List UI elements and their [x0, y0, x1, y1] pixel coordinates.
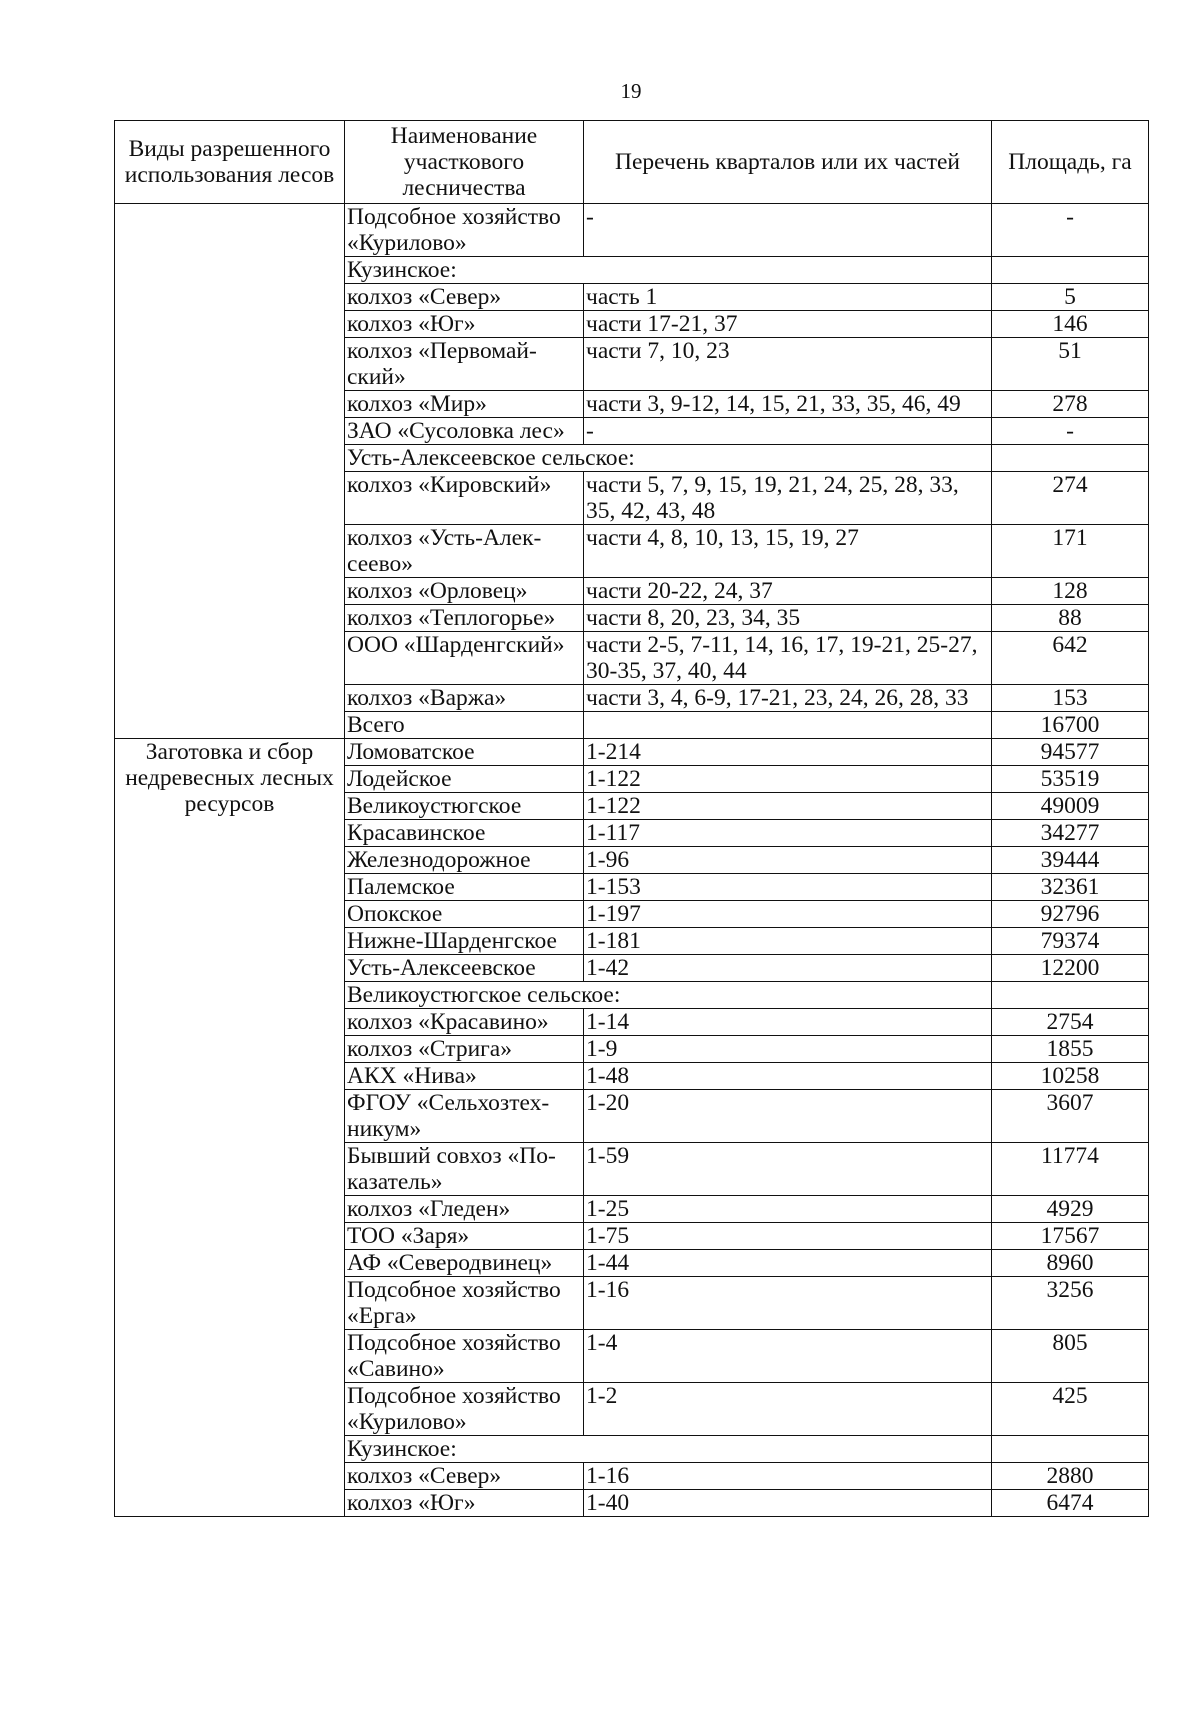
- blocks-cell: 1-181: [584, 928, 992, 955]
- area-cell: 3256: [992, 1277, 1149, 1330]
- forestry-name-cell: колхоз «Варжа»: [345, 685, 584, 712]
- area-cell: 32361: [992, 874, 1149, 901]
- forestry-name-cell: Всего: [345, 712, 584, 739]
- forestry-name-cell: Железнодорожное: [345, 847, 584, 874]
- blocks-cell: 1-96: [584, 847, 992, 874]
- area-cell: 12200: [992, 955, 1149, 982]
- area-cell: 6474: [992, 1490, 1149, 1517]
- forestry-name-cell: АФ «Северодвинец»: [345, 1250, 584, 1277]
- forestry-name-cell: колхоз «Красавино»: [345, 1009, 584, 1036]
- area-cell: 805: [992, 1330, 1149, 1383]
- blocks-cell: 1-117: [584, 820, 992, 847]
- forestry-name-cell: колхоз «Север»: [345, 1463, 584, 1490]
- area-cell: 8960: [992, 1250, 1149, 1277]
- area-cell: -: [992, 204, 1149, 257]
- area-cell: 274: [992, 472, 1149, 525]
- blocks-cell: части 3, 9-12, 14, 15, 21, 33, 35, 46, 49: [584, 391, 992, 418]
- page-number: 19: [620, 79, 642, 103]
- blocks-cell: 1-214: [584, 739, 992, 766]
- forestry-name-cell: Ломоватское: [345, 739, 584, 766]
- forestry-name-cell: Опокское: [345, 901, 584, 928]
- forestry-name-cell: Красавинское: [345, 820, 584, 847]
- area-cell: 49009: [992, 793, 1149, 820]
- blocks-cell: 1-25: [584, 1196, 992, 1223]
- table-header-row: [115, 121, 1149, 204]
- blocks-cell: -: [584, 204, 992, 257]
- forestry-name-cell: Подсобное хозяйство «Савино»: [345, 1330, 584, 1383]
- forestry-name-cell: колхоз «Теплогорье»: [345, 605, 584, 632]
- header-type: Виды разрешенного использования лесов: [115, 121, 345, 204]
- blocks-cell: 1-122: [584, 766, 992, 793]
- blocks-cell: части 4, 8, 10, 13, 15, 19, 27: [584, 525, 992, 578]
- forestry-name-cell: колхоз «Юг»: [345, 311, 584, 338]
- blocks-cell: части 3, 4, 6-9, 17-21, 23, 24, 26, 28, 33: [584, 685, 992, 712]
- section-name-cell: Кузинское:: [345, 257, 992, 284]
- blocks-cell: 1-44: [584, 1250, 992, 1277]
- blocks-cell: 1-122: [584, 793, 992, 820]
- forestry-name-cell: колхоз «Первомай-ский»: [345, 338, 584, 391]
- forest-use-table: [114, 120, 1149, 1517]
- blocks-cell: части 5, 7, 9, 15, 19, 21, 24, 25, 28, 33, 35, 42, 43, 48: [584, 472, 992, 525]
- blocks-cell: части 2-5, 7-11, 14, 16, 17, 19-21, 25-27, 30-35, 37, 40, 44: [584, 632, 992, 685]
- table-row: [115, 739, 1149, 766]
- area-cell: 2880: [992, 1463, 1149, 1490]
- forestry-name-cell: Усть-Алексеевское: [345, 955, 584, 982]
- forestry-name-cell: Подсобное хозяйство «Курилово»: [345, 204, 584, 257]
- blocks-cell: 1-59: [584, 1143, 992, 1196]
- area-cell: 79374: [992, 928, 1149, 955]
- area-cell: 4929: [992, 1196, 1149, 1223]
- area-cell: 171: [992, 525, 1149, 578]
- area-cell: 642: [992, 632, 1149, 685]
- blocks-cell: 1-16: [584, 1277, 992, 1330]
- forestry-name-cell: Палемское: [345, 874, 584, 901]
- area-cell: -: [992, 418, 1149, 445]
- blocks-cell: [584, 712, 992, 739]
- area-cell: 1855: [992, 1036, 1149, 1063]
- header-forestry: Наименование участкового лесничества: [345, 121, 584, 204]
- blocks-cell: -: [584, 418, 992, 445]
- table-row: [115, 204, 1149, 257]
- area-cell: 11774: [992, 1143, 1149, 1196]
- blocks-cell: 1-9: [584, 1036, 992, 1063]
- area-cell: [992, 445, 1149, 472]
- blocks-cell: части 8, 20, 23, 34, 35: [584, 605, 992, 632]
- forestry-name-cell: ЗАО «Сусоловка лес»: [345, 418, 584, 445]
- blocks-cell: 1-2: [584, 1383, 992, 1436]
- blocks-cell: части 20-22, 24, 37: [584, 578, 992, 605]
- forestry-name-cell: Нижне-Шарденгское: [345, 928, 584, 955]
- blocks-cell: 1-40: [584, 1490, 992, 1517]
- forestry-name-cell: колхоз «Кировский»: [345, 472, 584, 525]
- section-name-cell: Великоустюгское сельское:: [345, 982, 992, 1009]
- forestry-name-cell: Бывший совхоз «По-казатель»: [345, 1143, 584, 1196]
- area-cell: 278: [992, 391, 1149, 418]
- area-cell: [992, 982, 1149, 1009]
- forestry-name-cell: колхоз «Мир»: [345, 391, 584, 418]
- blocks-cell: 1-197: [584, 901, 992, 928]
- area-cell: 3607: [992, 1090, 1149, 1143]
- forestry-name-cell: колхоз «Север»: [345, 284, 584, 311]
- area-cell: 94577: [992, 739, 1149, 766]
- forestry-name-cell: колхоз «Юг»: [345, 1490, 584, 1517]
- section-name-cell: Усть-Алексеевское сельское:: [345, 445, 992, 472]
- area-cell: [992, 257, 1149, 284]
- forestry-name-cell: АКХ «Нива»: [345, 1063, 584, 1090]
- use-type-cell: [115, 204, 345, 739]
- area-cell: 17567: [992, 1223, 1149, 1250]
- blocks-cell: 1-14: [584, 1009, 992, 1036]
- blocks-cell: 1-4: [584, 1330, 992, 1383]
- blocks-cell: части 7, 10, 23: [584, 338, 992, 391]
- area-cell: [992, 1436, 1149, 1463]
- area-cell: 92796: [992, 901, 1149, 928]
- area-cell: 10258: [992, 1063, 1149, 1090]
- forestry-name-cell: колхоз «Орловец»: [345, 578, 584, 605]
- blocks-cell: 1-48: [584, 1063, 992, 1090]
- blocks-cell: 1-75: [584, 1223, 992, 1250]
- blocks-cell: часть 1: [584, 284, 992, 311]
- area-cell: 16700: [992, 712, 1149, 739]
- area-cell: 5: [992, 284, 1149, 311]
- area-cell: 53519: [992, 766, 1149, 793]
- blocks-cell: 1-16: [584, 1463, 992, 1490]
- forestry-name-cell: ТОО «Заря»: [345, 1223, 584, 1250]
- blocks-cell: 1-20: [584, 1090, 992, 1143]
- area-cell: 128: [992, 578, 1149, 605]
- section-name-cell: Кузинское:: [345, 1436, 992, 1463]
- forestry-name-cell: Великоустюгское: [345, 793, 584, 820]
- table-body: [115, 204, 1149, 1517]
- area-cell: 146: [992, 311, 1149, 338]
- header-area: Площадь, га: [992, 121, 1149, 204]
- area-cell: 425: [992, 1383, 1149, 1436]
- forestry-name-cell: колхоз «Гледен»: [345, 1196, 584, 1223]
- area-cell: 39444: [992, 847, 1149, 874]
- forestry-name-cell: ООО «Шарденгский»: [345, 632, 584, 685]
- forestry-name-cell: колхоз «Стрига»: [345, 1036, 584, 1063]
- forestry-name-cell: Подсобное хозяйство «Ерга»: [345, 1277, 584, 1330]
- blocks-cell: 1-153: [584, 874, 992, 901]
- forestry-name-cell: Лодейское: [345, 766, 584, 793]
- blocks-cell: 1-42: [584, 955, 992, 982]
- blocks-cell: части 17-21, 37: [584, 311, 992, 338]
- header-blocks: Перечень кварталов или их частей: [584, 121, 992, 204]
- area-cell: 88: [992, 605, 1149, 632]
- area-cell: 153: [992, 685, 1149, 712]
- forestry-name-cell: ФГОУ «Сельхозтех-никум»: [345, 1090, 584, 1143]
- area-cell: 2754: [992, 1009, 1149, 1036]
- forestry-name-cell: Подсобное хозяйство «Курилово»: [345, 1383, 584, 1436]
- area-cell: 34277: [992, 820, 1149, 847]
- forestry-name-cell: колхоз «Усть-Алек-сеево»: [345, 525, 584, 578]
- area-cell: 51: [992, 338, 1149, 391]
- use-type-cell: Заготовка и сбор недревесных лесных ресурсов: [115, 739, 345, 1517]
